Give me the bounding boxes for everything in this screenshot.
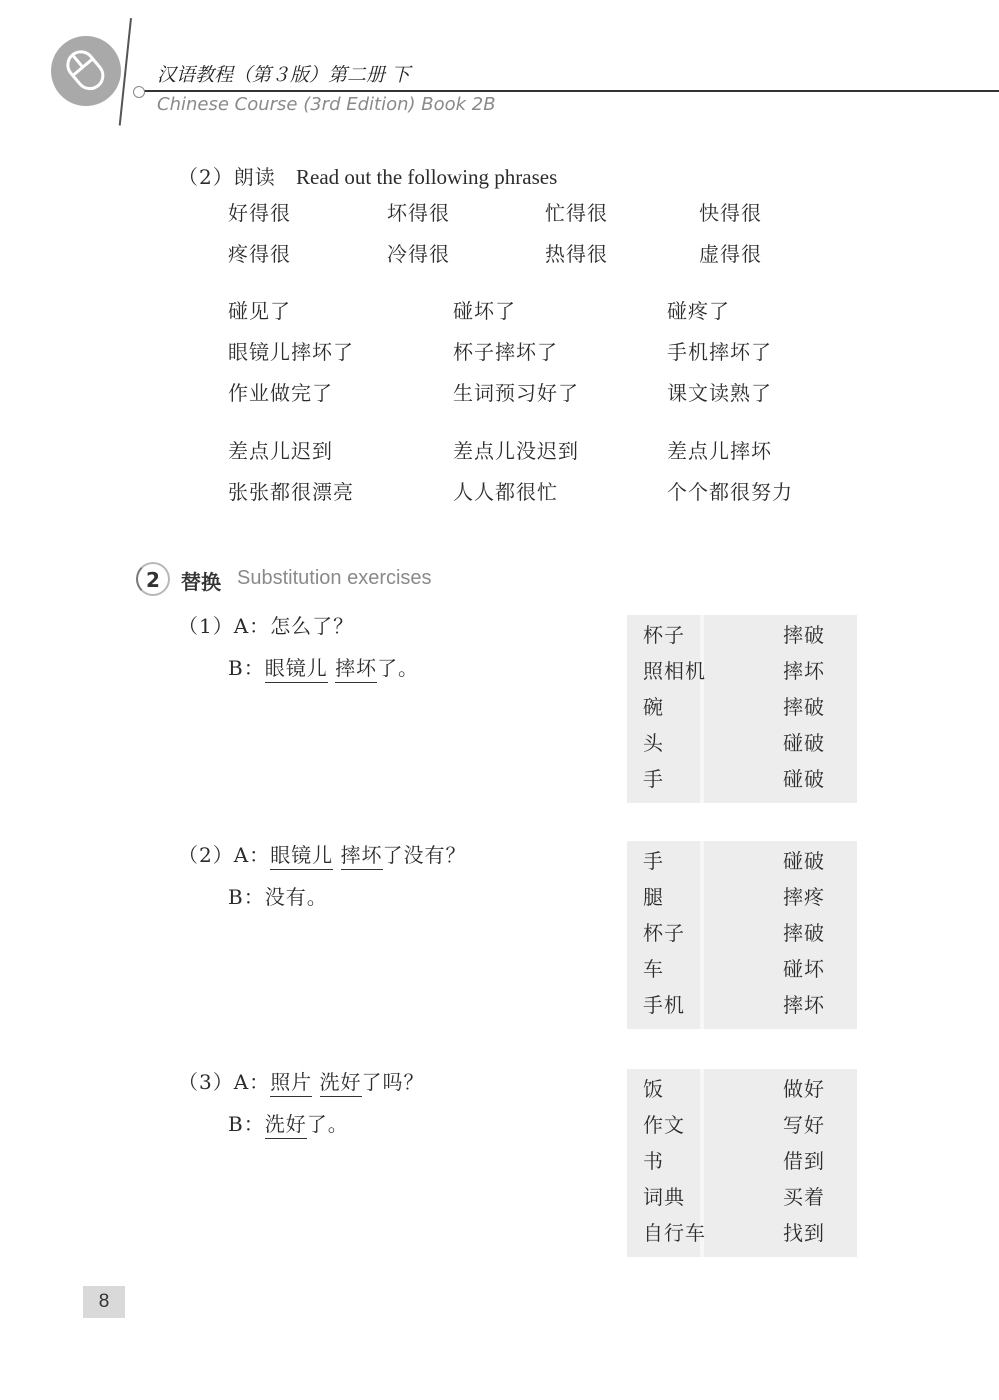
substitution-slot: 洗好 <box>320 1070 362 1097</box>
table-cell: 手 <box>643 849 664 873</box>
book-logo <box>51 36 121 106</box>
phrase: 好得很 <box>228 201 291 225</box>
table-cell: 碰破 <box>783 767 825 791</box>
table-cell: 摔破 <box>783 695 825 719</box>
table-cell: 碰破 <box>783 731 825 755</box>
table-cell: 借到 <box>783 1149 825 1173</box>
table-cell: 碗 <box>643 695 664 719</box>
table-cell: 摔破 <box>783 623 825 647</box>
phrase: 冷得很 <box>387 242 450 266</box>
table-cell: 头 <box>643 731 664 755</box>
substitution-slot: 摔坏 <box>341 843 383 870</box>
table-cell: 写好 <box>783 1113 825 1137</box>
table-cell: 腿 <box>643 885 664 909</box>
table-cell: 买着 <box>783 1185 825 1209</box>
mouse-icon <box>51 36 121 106</box>
table-cell: 碰破 <box>783 849 825 873</box>
page-number: 8 <box>98 1291 110 1312</box>
speaker-a: A： <box>233 843 271 867</box>
table-cell: 自行车 <box>643 1221 706 1245</box>
substitution-table-2 <box>627 841 857 1029</box>
section-title-zh: 替换 <box>181 570 221 594</box>
phrase: 杯子摔坏了 <box>453 340 558 364</box>
book-title-zh: 汉语教程（第３版）第二册 下 <box>157 64 411 86</box>
column-divider <box>700 615 704 803</box>
table-cell: 手 <box>643 767 664 791</box>
exercise-label: （3） <box>178 1070 234 1094</box>
phrase: 个个都很努力 <box>667 480 793 504</box>
page-number-badge <box>83 1286 125 1318</box>
speaker-b: B： <box>228 885 265 909</box>
phrase: 生词预习好了 <box>453 381 579 405</box>
question-tail: 了吗？ <box>361 1070 425 1094</box>
read-instruction: Read out the following phrases <box>296 165 558 189</box>
header-dot <box>133 86 145 98</box>
table-cell: 手机 <box>643 993 685 1017</box>
section-number: 2 <box>146 568 160 592</box>
table-cell: 摔坏 <box>783 659 825 683</box>
phrase: 快得很 <box>699 201 762 225</box>
table-cell: 找到 <box>783 1221 825 1245</box>
phrase: 碰疼了 <box>667 299 730 323</box>
answer-tail: 了。 <box>377 656 420 680</box>
phrase: 人人都很忙 <box>453 480 558 504</box>
phrase: 虚得很 <box>699 242 762 266</box>
table-cell: 杯子 <box>643 921 685 945</box>
table-cell: 饭 <box>643 1077 664 1101</box>
phrase: 差点儿没迟到 <box>453 439 579 463</box>
table-cell: 杯子 <box>643 623 685 647</box>
substitution-table-1 <box>627 615 857 803</box>
phrase: 张张都很漂亮 <box>228 480 354 504</box>
table-cell: 摔坏 <box>783 993 825 1017</box>
phrase: 坏得很 <box>387 201 450 225</box>
phrase: 疼得很 <box>228 242 291 266</box>
table-cell: 车 <box>643 957 664 981</box>
substitution-slot: 洗好 <box>265 1112 307 1139</box>
phrase: 课文读熟了 <box>667 381 772 405</box>
substitution-slot: 照片 <box>270 1070 312 1097</box>
table-cell: 碰坏 <box>783 957 825 981</box>
phrase: 作业做完了 <box>228 381 333 405</box>
substitution-table-3 <box>627 1069 857 1257</box>
column-divider <box>700 841 704 1029</box>
section-number-badge <box>136 562 170 596</box>
phrase: 忙得很 <box>545 201 608 225</box>
substitution-slot: 眼镜儿 <box>265 656 328 683</box>
substitution-slot: 摔坏 <box>335 656 377 683</box>
speaker-a: A： <box>233 1070 271 1094</box>
substitution-slot: 眼镜儿 <box>270 843 333 870</box>
table-cell: 作文 <box>643 1113 685 1137</box>
table-cell: 词典 <box>643 1185 685 1209</box>
header-rule <box>143 90 999 92</box>
section-title-en: Substitution exercises <box>237 567 432 589</box>
answer-text: 没有。 <box>264 885 328 909</box>
book-title-en: Chinese Course (3rd Edition) Book 2B <box>157 94 496 115</box>
phrase: 手机摔坏了 <box>667 340 772 364</box>
speaker-b: B： <box>228 1112 265 1136</box>
table-cell: 摔疼 <box>783 885 825 909</box>
table-cell: 摔破 <box>783 921 825 945</box>
exercise-label: （1） <box>178 614 234 638</box>
exercise-label: （2） <box>178 843 234 867</box>
answer-tail: 了。 <box>306 1112 349 1136</box>
question-text: 怎么了？ <box>270 614 355 638</box>
phrase: 差点儿迟到 <box>228 439 333 463</box>
speaker-a: A： <box>233 614 271 638</box>
table-cell: 书 <box>643 1149 664 1173</box>
read-label: （2）朗读 <box>178 165 276 189</box>
phrase: 热得很 <box>545 242 608 266</box>
question-tail: 了没有？ <box>382 843 467 867</box>
phrase: 眼镜儿摔坏了 <box>228 340 354 364</box>
phrase: 碰坏了 <box>453 299 516 323</box>
table-cell: 照相机 <box>643 659 706 683</box>
phrase: 差点儿摔坏 <box>667 439 772 463</box>
speaker-b: B： <box>228 656 265 680</box>
table-cell: 做好 <box>783 1077 825 1101</box>
phrase: 碰见了 <box>228 299 291 323</box>
